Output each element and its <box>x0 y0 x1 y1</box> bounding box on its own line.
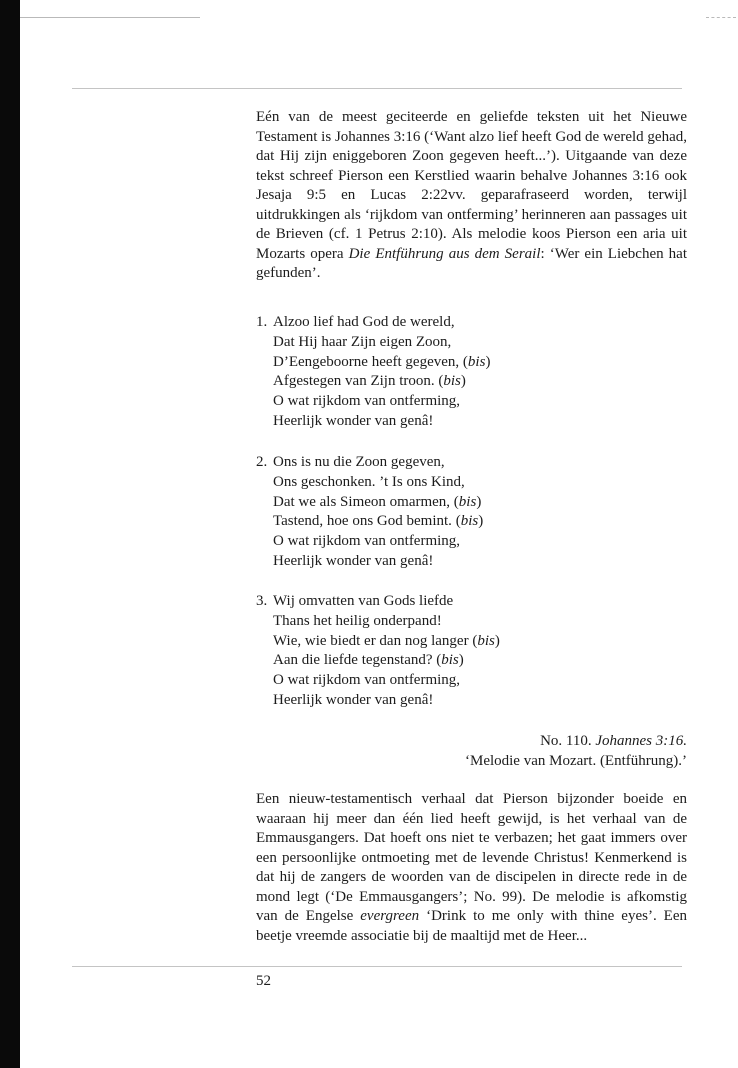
emmaus-text-tail: ‘Drink to me only with thine eyes’. Een beetje vreemde associatie bij de maaltijd met de Heer... <box>256 908 687 944</box>
stanza-line: Heerlijk wonder van genâ! <box>273 412 434 429</box>
song-reference <box>256 731 687 751</box>
stanza-line: Afgestegen van Zijn troon. (bis) <box>273 373 466 390</box>
repeat-marker: bis <box>460 513 479 530</box>
melody-note: ‘Melodie van Mozart. (Entführung).’ <box>464 753 687 769</box>
stanza-3 <box>256 592 687 711</box>
stanza-line: Heerlijk wonder van genâ! <box>273 691 434 708</box>
repeat-marker: bis <box>477 632 495 649</box>
stanza-number: 2. <box>256 454 268 470</box>
stanza-line: 2. Ons is nu die Zoon gegeven, <box>256 453 687 473</box>
crop-mark-right <box>706 17 736 18</box>
stanza-2 <box>256 453 687 572</box>
intro-text-tail: : ‘Wer ein Liebchen hat gefunden’. <box>256 245 687 281</box>
stanza-line: D’Eengeboorne heeft gegeven, (bis) <box>273 353 491 370</box>
stanza-line: Tastend, hoe ons God bemint. (bis) <box>273 513 484 530</box>
stanza-line: O wat rijkdom van ontferming, <box>273 533 461 550</box>
bible-reference: Johannes 3:16. <box>595 733 687 749</box>
emmaus-text: Een nieuw-testamentisch verhaal dat Pierson bijzonder boeide en waaraan hij meer dan één lied heeft gewijd, is het verhaal van de Emmausgangers. Dat hoeft ons niet te verbazen; het gaat immers over een persoonlijke ontmoeting met de levende Christus! Kenmerkend is dat hij de zangers de woorden van de discipelen in directe rede in de mond legt (‘De Emmausgangers’; No. 99). De melodie is afkomstig van de Engelse <box>256 791 687 924</box>
stanza-line: Dat we als Simeon omarmen, (bis) <box>273 493 482 510</box>
intro-paragraph <box>256 108 687 284</box>
stanza-line: 3. Wij omvatten van Gods liefde <box>256 592 687 612</box>
scan-binding-edge <box>0 0 20 1068</box>
repeat-marker: bis <box>458 493 477 510</box>
song-number: No. 110. <box>540 733 592 749</box>
page-number: 52 <box>256 973 271 989</box>
stanza-line: Thans het heilig onderpand! <box>273 612 442 629</box>
emmaus-paragraph <box>256 790 687 946</box>
stanza-line: Dat Hij haar Zijn eigen Zoon, <box>273 333 452 350</box>
stanza-1 <box>256 313 687 432</box>
repeat-marker: bis <box>441 652 459 669</box>
stanza-line: Ons geschonken. ’t Is ons Kind, <box>273 473 465 490</box>
stanza-line: O wat rijkdom van ontferming, <box>273 672 461 689</box>
intro-text: Eén van de meest geciteerde en geliefde teksten uit het Nieuwe Testament is Johannes 3:16 (‘Want alzo lief heeft God de wereld gehad, dat Hij zijn eniggeboren Zoon gegeven heeft...’). Uitgaande van deze tekst schreef Pierson een Kerstlied waarin behalve Johannes 3:16 ook Jesaja 9:5 en Lucas 2:22vv. geparafraseerd worden, terwijl uitdrukkingen als ‘rijkdom van ontferming’ herinneren aan passages uit de Brieven (cf. 1 Petrus 2:10). Als melodie koos Pierson een aria uit Mozarts opera <box>256 109 687 262</box>
stanza-number: 3. <box>256 593 268 609</box>
stanza-line: Heerlijk wonder van genâ! <box>273 552 434 569</box>
header-rule <box>72 88 682 89</box>
opera-title: Die Entführung aus dem Serail <box>348 245 541 262</box>
crop-mark-left <box>20 17 200 18</box>
footer-rule <box>72 966 682 967</box>
stanza-line: Wie, wie biedt er dan nog langer (bis) <box>273 632 500 649</box>
repeat-marker: bis <box>467 353 486 370</box>
stanza-line: O wat rijkdom van ontferming, <box>273 393 461 410</box>
stanza-line: Aan die liefde tegenstand? (bis) <box>273 652 464 669</box>
evergreen-term: evergreen <box>360 908 420 924</box>
repeat-marker: bis <box>443 373 461 390</box>
stanza-line: 1. Alzoo lief had God de wereld, <box>256 313 687 333</box>
stanza-number: 1. <box>256 314 268 330</box>
